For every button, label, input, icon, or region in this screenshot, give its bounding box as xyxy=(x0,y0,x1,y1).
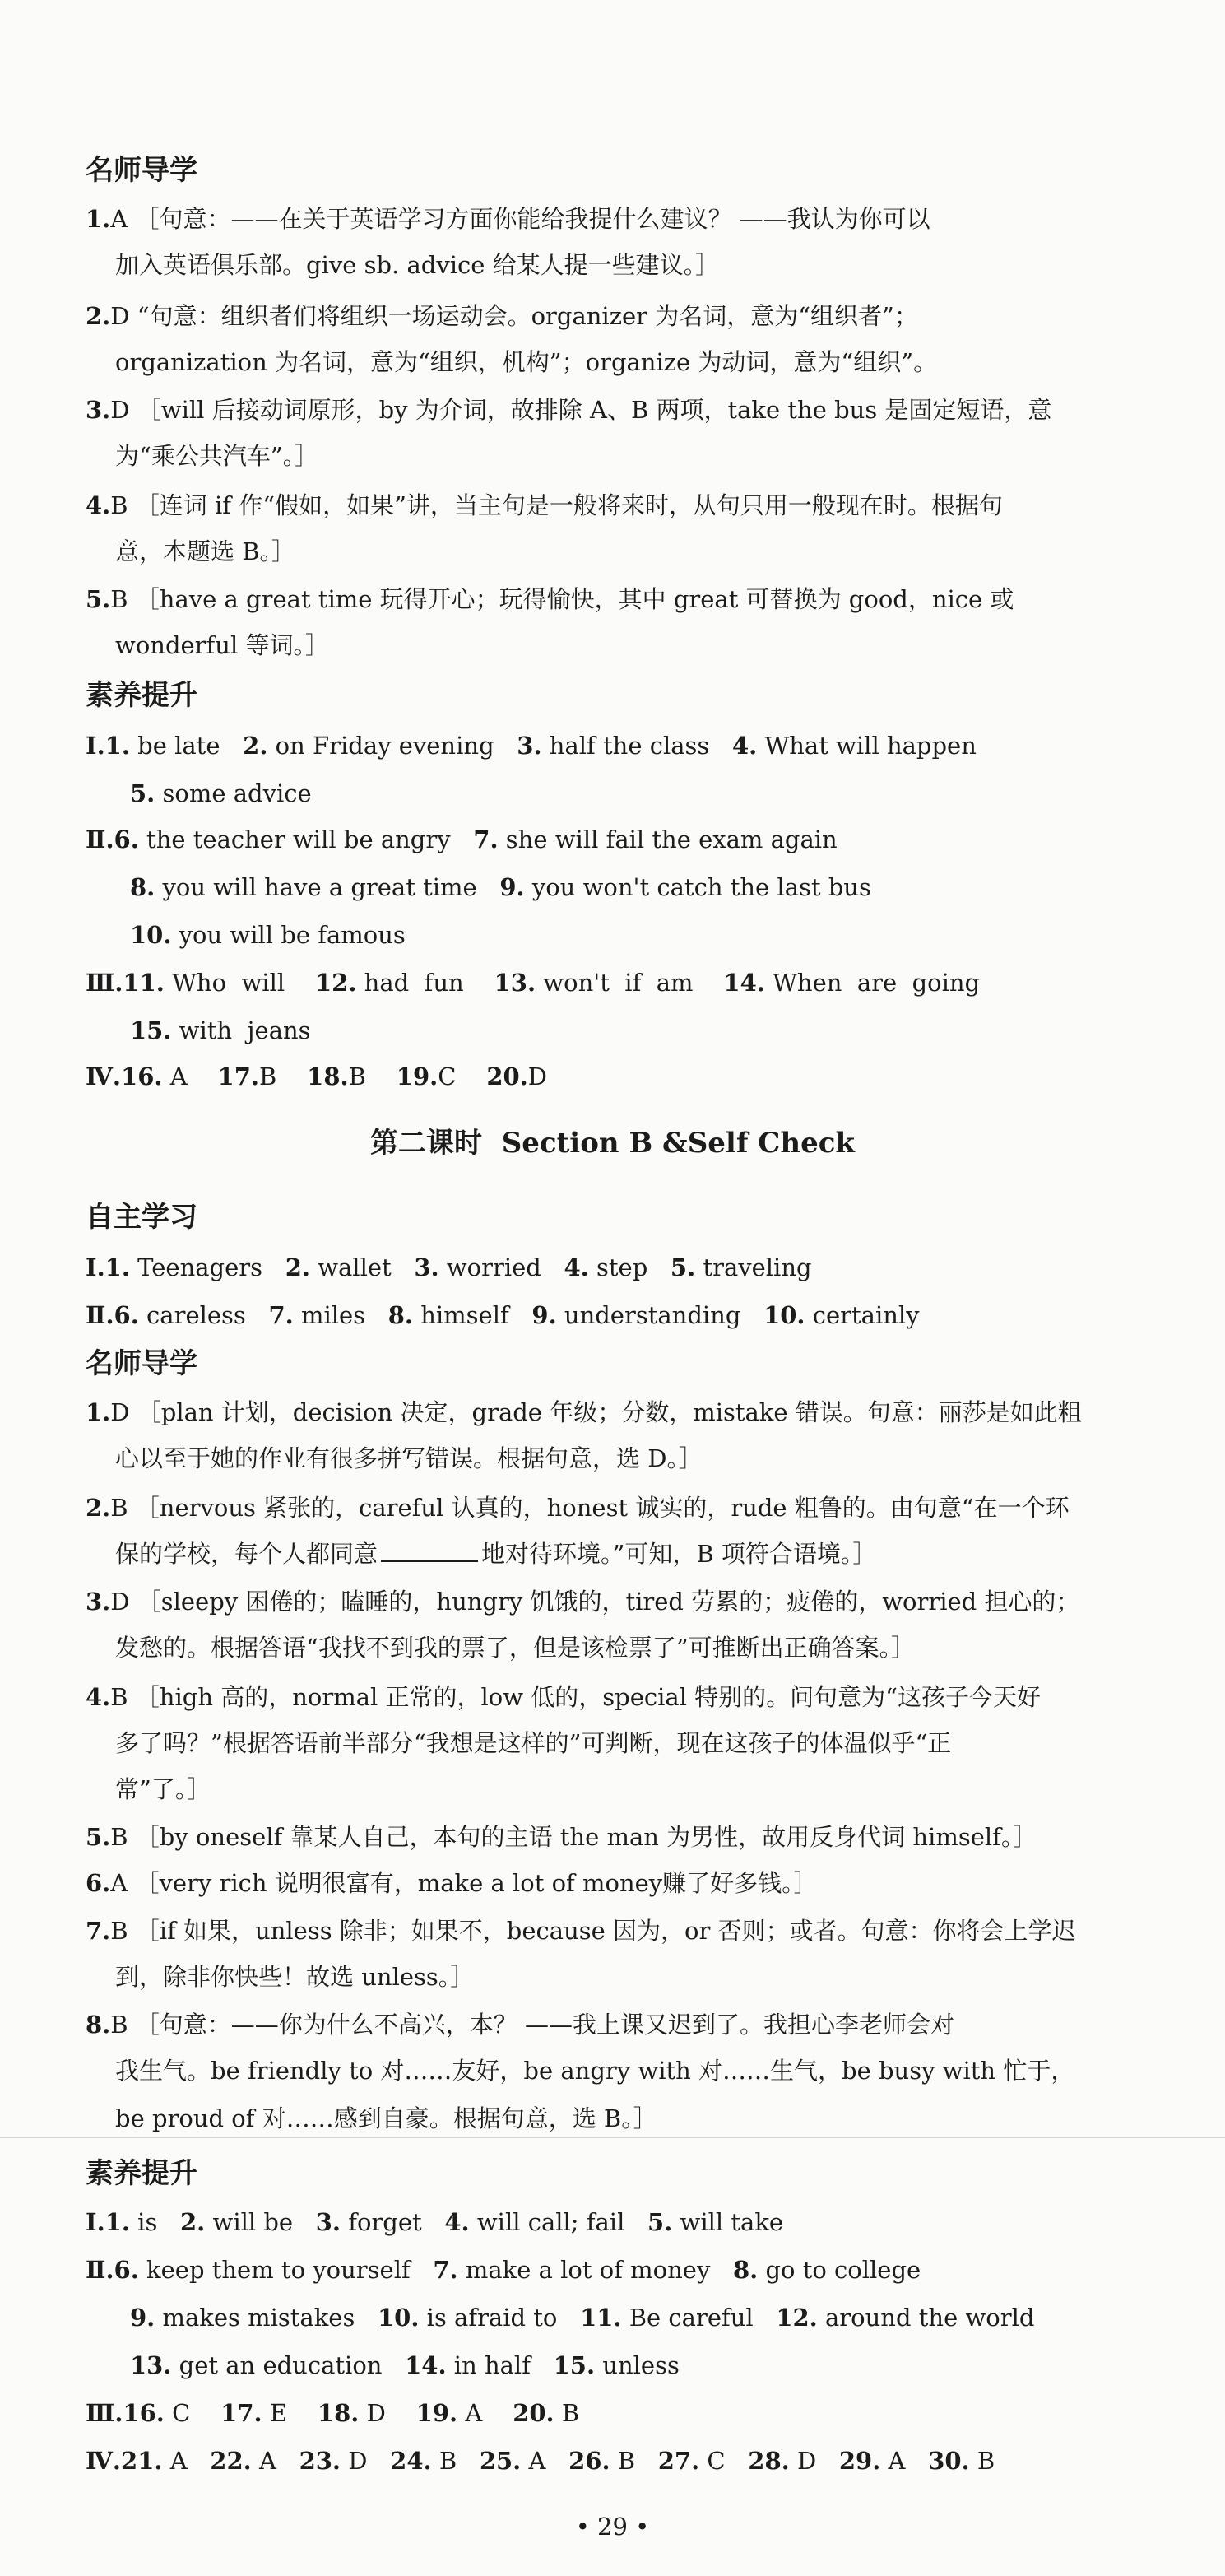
answer-row: 9. makes mistakes 10. is afraid to 11. Be careful 12. around the world xyxy=(130,2304,1035,2332)
answer-row: 15. with jeans xyxy=(130,1016,311,1044)
section-heading-zizhu: 自主学习 xyxy=(86,1201,197,1234)
explanation-line: 4.B ［连词 if 作“假如，如果”讲，当主句是一般将来时，从句只用一般现在时。根据句 xyxy=(86,491,1003,519)
answer-row: Ⅱ.6. careless 7. miles 8. himself 9. understanding 10. certainly xyxy=(86,1301,920,1329)
explanation-line: 7.B ［if 如果，unless 除非；如果不，because 因为，or 否则；或者。句意：你将会上学迟 xyxy=(86,1917,1076,1945)
answer-row: 10. you will be famous xyxy=(130,921,406,949)
explanation-line: be proud of 对……感到自豪。根据句意，选 B。］ xyxy=(115,2104,657,2132)
answer-row: 13. get an education 14. in half 15. unless xyxy=(130,2351,680,2379)
answer-row: Ⅲ.16. C 17. E 18. D 19. A 20. B xyxy=(86,2399,580,2427)
explanation-line: 心以至于她的作业有很多拼写错误。根据句意，选 D。］ xyxy=(115,1444,703,1472)
explanation-line: 到，除非你快些！故选 unless。］ xyxy=(115,1963,475,1991)
explanation-line: 为“乘公共汽车”。］ xyxy=(115,442,319,470)
section-heading-mingshi-2: 名师导学 xyxy=(86,1347,197,1380)
page-fold-line xyxy=(0,2137,1225,2138)
explanation-line: 意，本题选 B。］ xyxy=(115,537,296,565)
explanation-line: 2.B ［nervous 紧张的，careful 认真的，honest 诚实的，rude 粗鲁的。由句意“在一个环 xyxy=(86,1494,1070,1522)
explanation-line: 多了吗？”根据答语前半部分“我想是这样的”可判断，现在这孩子的体温似乎“正 xyxy=(115,1729,952,1757)
explanation-line: organization 为名词，意为“组织，机构”；organize 为动词，意为“组织”。 xyxy=(115,348,938,376)
answer-row: Ⅳ.21. A 22. A 23. D 24. B 25. A 26. B 27. C 28. D 29. A 30. B xyxy=(86,2447,995,2475)
explanation-line: 常”了。］ xyxy=(115,1775,211,1803)
explanation-line: wonderful 等词。］ xyxy=(115,631,329,659)
explanation-line: 1.A ［句意：——在关于英语学习方面你能给我提什么建议？ ——我认为你可以 xyxy=(86,205,930,233)
section-heading-suyang-1: 素养提升 xyxy=(86,679,197,712)
explanation-line: 保的学校，每个人都同意 地对待环境。”可知，B 项符合语境。］ xyxy=(115,1540,877,1568)
answer-row: Ⅳ.16. A 17.B 18.B 19.C 20.D xyxy=(86,1062,548,1090)
answer-row: 5. some advice xyxy=(130,779,312,807)
explanation-line: 我生气。be friendly to 对……友好，be angry with 对……生气，be busy with 忙于， xyxy=(115,2057,1075,2085)
lesson-title: 第二课时 Section B &Self Check xyxy=(370,1127,855,1160)
section-heading-suyang-2: 素养提升 xyxy=(86,2157,197,2190)
explanation-line: 5.B ［have a great time 玩得开心；玩得愉快，其中 great 可替换为 good，nice 或 xyxy=(86,585,1014,613)
explanation-line: 3.D ［will 后接动词原形，by 为介词，故排除 A、B 两项，take the bus 是固定短语，意 xyxy=(86,396,1052,424)
answer-row: Ⅲ.11. Who will 12. had fun 13. won't if am 14. When are going xyxy=(86,969,981,997)
answer-row: Ⅱ.6. the teacher will be angry 7. she will fail the exam again xyxy=(86,825,838,853)
explanation-line: 3.D ［sleepy 困倦的；瞌睡的，hungry 饥饿的，tired 劳累的；疲倦的，worried 担心的； xyxy=(86,1588,1080,1616)
explanation-line: 6.A ［very rich 说明很富有，make a lot of money赚了好多钱。］ xyxy=(86,1869,818,1897)
answer-row: Ⅰ.1. Teenagers 2. wallet 3. worried 4. step 5. traveling xyxy=(86,1253,812,1281)
explanation-line: 8.B ［句意：——你为什么不高兴，本？ ——我上课又迟到了。我担心李老师会对 xyxy=(86,2011,955,2039)
answer-row: Ⅰ.1. is 2. will be 3. forget 4. will call; fail 5. will take xyxy=(86,2208,784,2236)
section-heading-mingshi-1: 名师导学 xyxy=(86,154,197,187)
answer-row: Ⅱ.6. keep them to yourself 7. make a lot of money 8. go to college xyxy=(86,2256,921,2284)
explanation-line: 2.D “句意：组织者们将组织一场运动会。organizer 为名词，意为“组织者”； xyxy=(86,302,918,330)
explanation-line: 加入英语俱乐部。give sb. advice 给某人提一些建议。］ xyxy=(115,251,720,279)
page-number: • 29 • xyxy=(575,2513,650,2541)
explanation-line: 5.B ［by oneself 靠某人自己，本句的主语 the man 为男性，故用反身代词 himself。］ xyxy=(86,1823,1037,1851)
explanation-line: 发愁的。根据答语“我找不到我的票了，但是该检票了”可推断出正确答案。］ xyxy=(115,1634,916,1662)
explanation-line: 4.B ［high 高的，normal 正常的，low 低的，special 特别的。问句意为“这孩子今天好 xyxy=(86,1683,1042,1711)
answer-row: 8. you will have a great time 9. you won't catch the last bus xyxy=(130,873,871,901)
answer-row: Ⅰ.1. be late 2. on Friday evening 3. half the class 4. What will happen xyxy=(86,732,977,760)
explanation-line: 1.D ［plan 计划，decision 决定，grade 年级；分数，mistake 错误。句意：丽莎是如此粗 xyxy=(86,1398,1082,1426)
